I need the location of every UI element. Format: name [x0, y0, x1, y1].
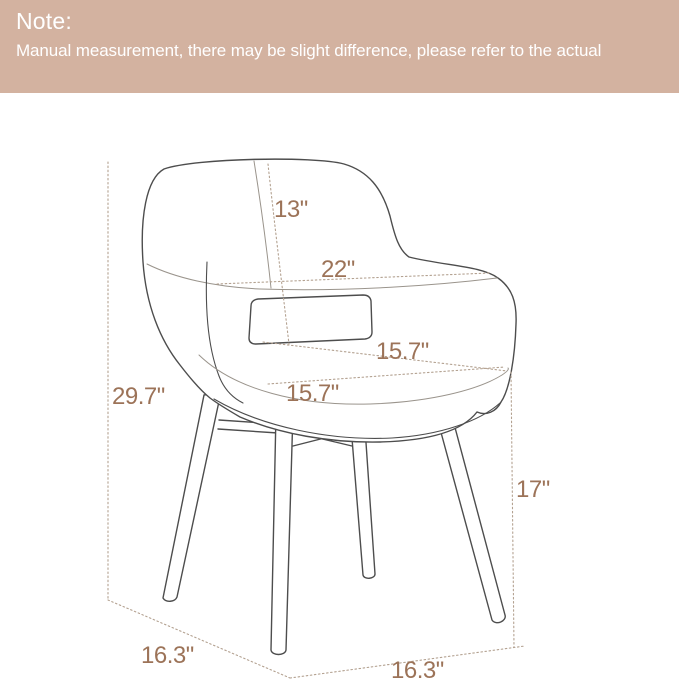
dim-label-seat-width: 15.7" [286, 380, 339, 407]
dim-label-overall-height: 29.7" [112, 383, 165, 410]
dim-line-base-depth [108, 600, 290, 678]
dim-label-seat-depth: 15.7" [376, 338, 429, 365]
dim-line-leg-height [511, 372, 514, 647]
dim-label-base-width: 16.3" [391, 657, 444, 680]
chair-leg-back-left [163, 392, 221, 601]
note-title: Note: [16, 8, 72, 34]
chair-lumbar-pillow [249, 295, 372, 344]
chair-leg-back-right [351, 426, 375, 578]
chair-leg-right [433, 403, 505, 623]
dim-label-backrest-height: 13" [274, 196, 308, 223]
note-body-text: Manual measurement, there may be slight difference, please refer to the actual [16, 41, 602, 60]
dim-label-base-depth: 16.3" [141, 642, 194, 669]
dim-label-overall-width: 22" [321, 256, 355, 283]
chair-leg-front [271, 411, 293, 655]
dim-label-leg-height: 17" [516, 476, 550, 503]
